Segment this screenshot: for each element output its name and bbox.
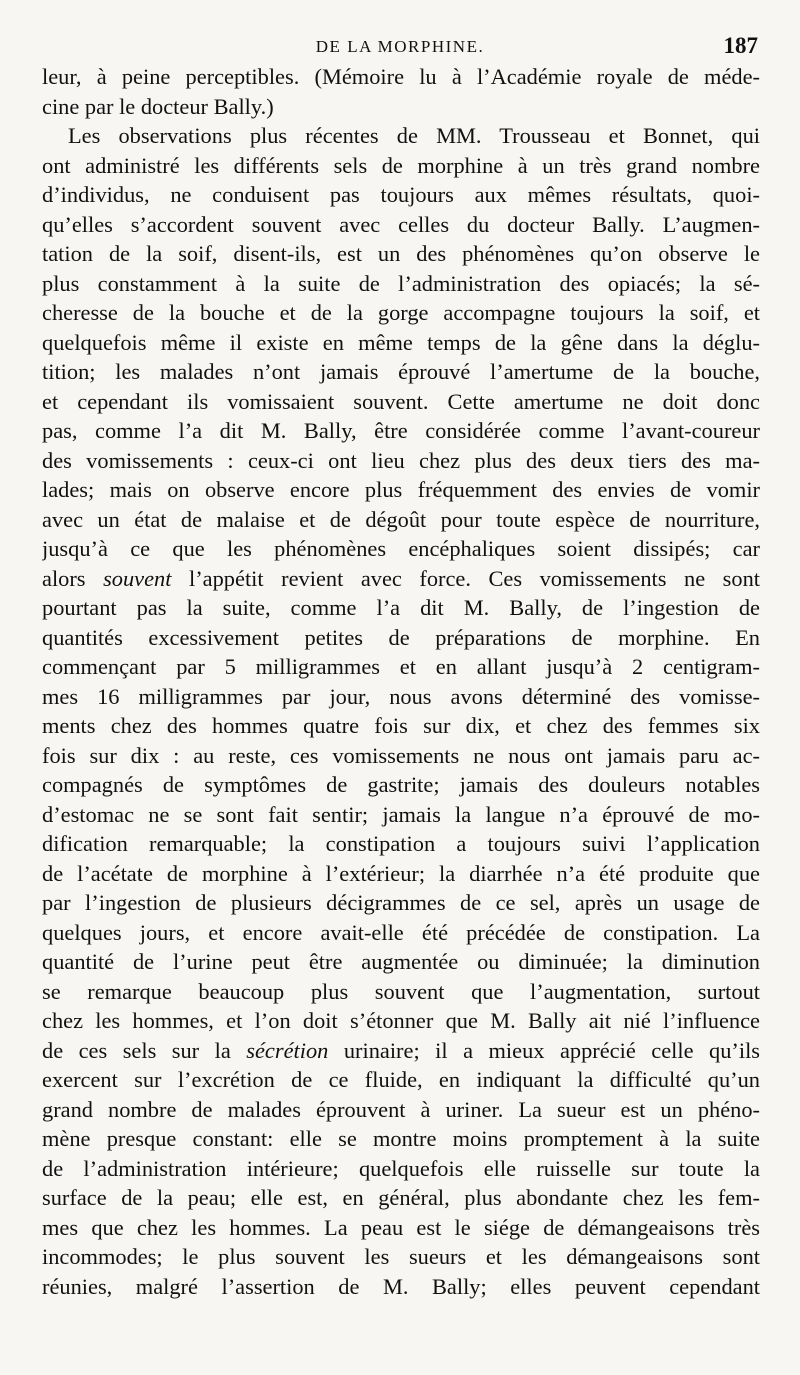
text-line: par l’ingestion de plusieurs décigrammes de ce sel, après un usage de: [42, 890, 760, 915]
text-line: quelquefois même il existe en même temps de la gêne dans la déglu-: [42, 329, 760, 355]
text-line: mes que chez les hommes. La peau est le siége de démangeaisons très: [42, 1214, 760, 1240]
text-line: compagnés de symptômes de gastrite; jamais des douleurs notables: [42, 772, 760, 797]
text-line: quantité de l’urine peut être augmentée ou diminuée; la diminution: [42, 949, 760, 974]
text-line: avec un état de malaise et de dégoût pour toute espèce de nourriture,: [42, 506, 760, 532]
text-line: se remarque beaucoup plus souvent que l’augmentation, surtout: [42, 978, 760, 1004]
text-line: alors souvent l’appétit revient avec force. Ces vomissements ne sont: [42, 565, 760, 591]
text-line: d’estomac ne se sont fait sentir; jamais la langue n’a éprouvé de mo-: [42, 801, 760, 827]
text-line: leur, à peine perceptibles. (Mémoire lu à l’Académie royale de méde-: [42, 64, 760, 89]
text-line: grand nombre de malades éprouvent à uriner. La sueur est un phéno-: [42, 1096, 760, 1122]
text-line: de l’acétate de morphine à l’extérieur; la diarrhée n’a été produite que: [42, 860, 760, 886]
running-title: DE LA MORPHINE.: [315, 37, 485, 56]
text-line: commençant par 5 milligrammes et en allant jusqu’à 2 centigram-: [42, 654, 760, 679]
text-line: des vomissements : ceux-ci ont lieu chez plus des deux tiers des ma-: [42, 447, 760, 473]
page-header: [42, 33, 758, 63]
text-line: tation de la soif, disent-ils, est un des phénomènes qu’on observe le: [42, 241, 760, 266]
text-line: chez les hommes, et l’on doit s’étonner que M. Bally ait nié l’influence: [42, 1008, 760, 1033]
text-line: fois sur dix : au reste, ces vomissements ne nous ont jamais paru ac-: [42, 742, 760, 768]
body-text: [42, 62, 760, 1301]
text-line: plus constamment à la suite de l’administration des opiacés; la sé-: [42, 270, 760, 296]
text-line: d’individus, ne conduisent pas toujours aux mêmes résultats, quoi-: [42, 182, 760, 207]
text-line: surface de la peau; elle est, en général, plus abondante chez les fem-: [42, 1185, 760, 1210]
text-line: lades; mais on observe encore plus fréquemment des envies de vomir: [42, 477, 760, 502]
text-line: qu’elles s’accordent souvent avec celles du docteur Bally. L’augmen-: [42, 211, 760, 237]
text-line: réunies, malgré l’assertion de M. Bally; elles peuvent cependant: [42, 1273, 760, 1299]
text-line: de l’administration intérieure; quelquefois elle ruisselle sur toute la: [42, 1155, 760, 1181]
text-line: pourtant pas la suite, comme l’a dit M. Bally, de l’ingestion de: [42, 595, 760, 620]
text-line: mes 16 milligrammes par jour, nous avons déterminé des vomisse-: [42, 683, 760, 709]
text-line: exercent sur l’excrétion de ce fluide, en indiquant la difficulté qu’un: [42, 1067, 760, 1092]
text-line: cine par le docteur Bally.): [42, 93, 274, 119]
text-line: tition; les malades n’ont jamais éprouvé l’amertume de la bouche,: [42, 359, 760, 384]
text-line: ont administré les différents sels de morphine à un très grand nombre: [42, 152, 760, 178]
page-number: 187: [723, 33, 758, 58]
text-line: et cependant ils vomissaient souvent. Cette amertume ne doit donc: [42, 388, 760, 414]
text-line: Les observations plus récentes de MM. Trousseau et Bonnet, qui: [68, 123, 760, 148]
text-line: quantités excessivement petites de préparations de morphine. En: [42, 624, 760, 650]
text-line: jusqu’à ce que les phénomènes encéphaliques soient dissipés; car: [42, 536, 760, 561]
text-line: cheresse de la bouche et de la gorge accompagne toujours la soif, et: [42, 300, 760, 325]
text-line: de ces sels sur la sécrétion urinaire; il a mieux apprécié celle qu’ils: [42, 1037, 760, 1063]
text-line: pas, comme l’a dit M. Bally, être considérée comme l’avant-coureur: [42, 418, 760, 443]
text-line: incommodes; le plus souvent les sueurs et les démangeaisons sont: [42, 1244, 760, 1269]
text-line: dification remarquable; la constipation a toujours suivi l’application: [42, 831, 760, 856]
text-line: quelques jours, et encore avait-elle été précédée de constipation. La: [42, 919, 760, 945]
text-line: mène presque constant: elle se montre moins promptement à la suite: [42, 1126, 760, 1151]
text-line: ments chez des hommes quatre fois sur dix, et chez des femmes six: [42, 713, 760, 738]
